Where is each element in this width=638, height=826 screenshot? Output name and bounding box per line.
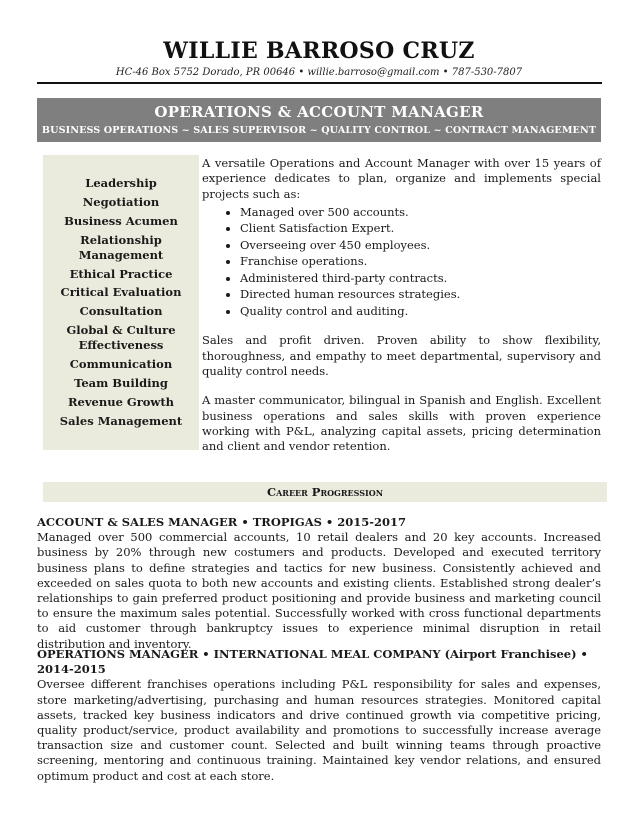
job-entry [37,515,601,652]
job-heading: ACCOUNT & SALES MANAGER • TROPIGAS • 2015-2017 [37,515,407,529]
header-divider [37,82,602,84]
skill-item: Team Building [74,376,168,391]
contact-line: HC-46 Box 5752 Dorado, PR 00646 • willie.barroso@gmail.com • 787-530-7807 [115,67,523,78]
professional-summary [202,156,601,454]
skill-item: Communication [69,357,173,372]
achievement-item: • Overseeing over 450 employees. [240,237,601,254]
job-description: Managed over 500 commercial accounts, 10 retail dealers and 20 key accounts. Increased business by 20% through new costumers and products. Developed and executed territory business plans to define strategies and tactics for new business. Consistently achieved and exceeded on sales quota to both new accounts and existing clients. Established strong dealer’s relationships to gain preferred product positioning and provide business and marketing council to ensure the maximum sales potential. Successfully worked with cross functional departments to aid customer through bankruptcy issues to experience minimal disruption in retail distribution and inventory. [37,530,601,651]
candidate-name: WILLIE BARROSO CRUZ [163,38,475,64]
achievement-list [202,204,601,320]
skills-sidebar [43,155,199,450]
achievement-item: • Franchise operations. [240,253,601,270]
title-banner [37,98,601,142]
achievement-item: • Quality control and auditing. [240,303,601,320]
skill-item: Consultation [79,304,163,319]
achievement-item: • Directed human resources strategies. [240,286,601,303]
job-title: OPERATIONS & ACCOUNT MANAGER [154,103,484,121]
career-heading-text: Career Progression [266,485,384,499]
job-heading: OPERATIONS MANAGER • INTERNATIONAL MEAL COMPANY (Airport Franchisee) • 2014-2015 [37,647,588,677]
skill-item: Ethical Practice [69,266,173,281]
job-description: Oversee different franchises operations including P&L responsibility for sales and expenses, store marketing/advertising, purchasing and human resources strategies. Monitored capital assets, tracked key business indicators and drive continued growth via competitive pricing, quality product/service, product availability and promotions to successfully increase average transaction size and customer count. Selected and built winning teams through proactive screening, mentoring and continuous training. Maintained key vendor relations, and ensured optimum product and cost at each store. [37,677,601,783]
achievement-item: • Client Satisfaction Expert. [240,220,601,237]
skill-item: Negotiation [82,194,160,209]
skill-item: Relationship Management [78,232,164,262]
summary-paragraph: Sales and profit driven. Proven ability to show flexibility, thoroughness, and empathy to meet departmental, supervisory and quality control needs. [202,333,601,378]
skill-item: Critical Evaluation [60,285,182,300]
achievement-item: • Administered third-party contracts. [240,270,601,287]
summary-intro: A versatile Operations and Account Manager with over 15 years of experience dedicates to plan, organize and implements special projects such as: [202,156,601,201]
achievement-item: • Managed over 500 accounts. [240,204,601,221]
skill-item: Global & Culture Effectiveness [66,323,176,353]
section-heading-career [43,482,607,502]
skill-item: Leadership [85,176,157,190]
skill-item: Sales Management [59,413,183,428]
skill-item: Revenue Growth [67,394,175,409]
specialties-line: BUSINESS OPERATIONS ~ SALES SUPERVISOR ~ QUALITY CONTROL ~ CONTRACT MANAGEMENT [41,125,597,136]
skill-item: Business Acumen [64,213,178,228]
summary-paragraph: A master communicator, bilingual in Spanish and English. Excellent business operations and sales skills with proven experience working with P&L, analyzing capital assets, pricing determination and client and vendor retention. [202,393,601,454]
job-entry [37,647,601,784]
